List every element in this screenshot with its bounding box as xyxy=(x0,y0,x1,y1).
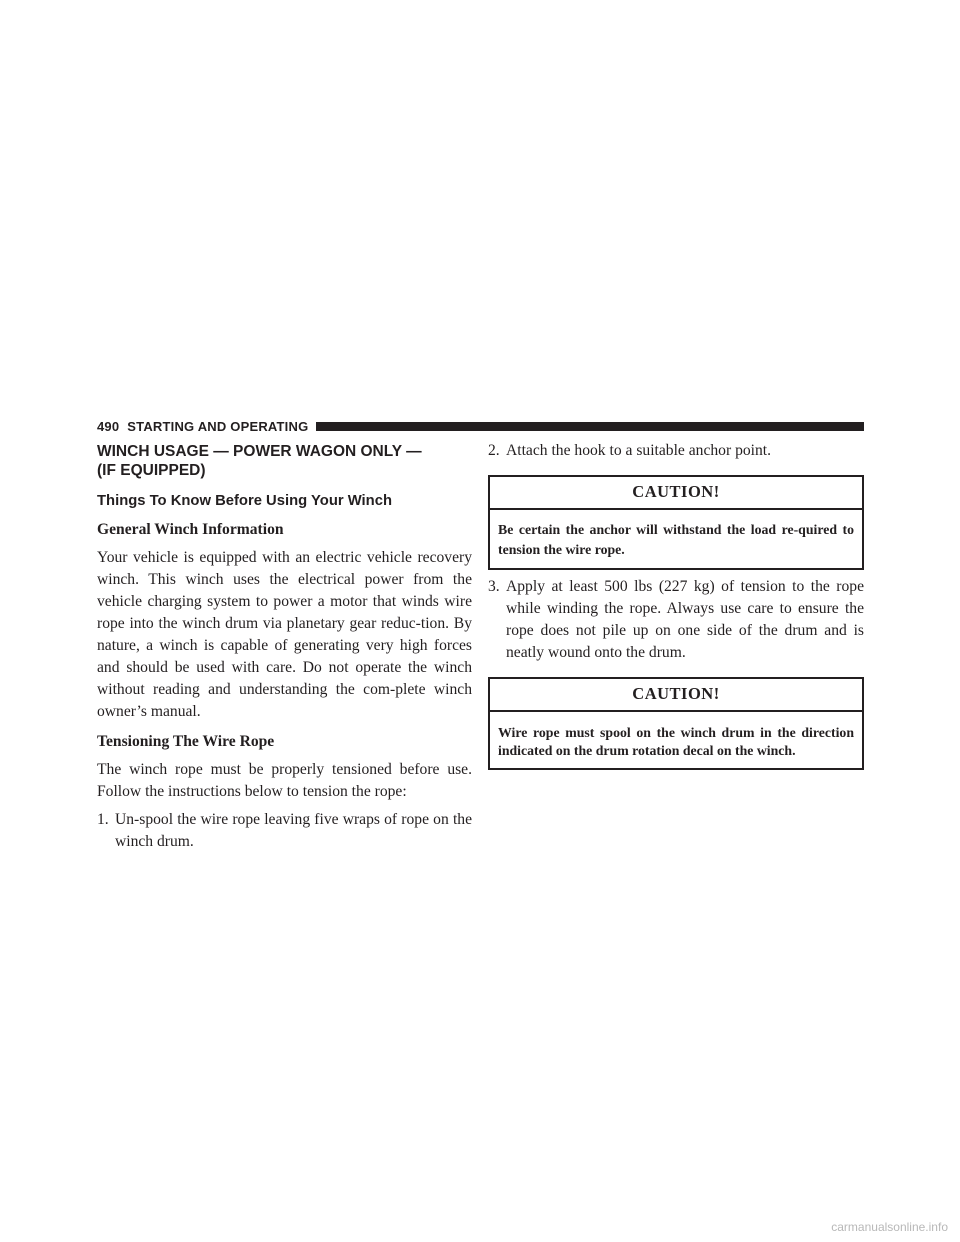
general-info-paragraph: Your vehicle is equipped with an electric vehicle recovery winch. This winch uses the electrical power from the vehicle charging system to power a motor that winds wire rope into the winch drum via planetary gear reduc-tion. By nature, a winch is capable of generating very high forces and should be used with care. Do not operate the winch without reading and understanding the com-plete winch owner’s manual. xyxy=(97,549,472,720)
step-text: Attach the hook to a suitable anchor point. xyxy=(506,442,772,459)
step-number: 2. xyxy=(488,442,500,459)
caution-text: Be certain the anchor will withstand the load re-quired to tension the wire rope. xyxy=(498,522,854,557)
list-item xyxy=(488,576,864,664)
list-item xyxy=(488,440,864,462)
step-text: Un-spool the wire rope leaving five wraps of rope on the winch drum. xyxy=(115,811,472,850)
caution-title: CAUTION! xyxy=(490,679,862,712)
step-number: 1. xyxy=(97,811,109,828)
left-column xyxy=(97,440,472,853)
step-text: Apply at least 500 lbs (227 kg) of tension to the rope while winding the rope. Always use care to ensure the rope does not pile up on one side of the drum and is neatly wound onto the drum. xyxy=(506,578,864,661)
caution-text: Wire rope must spool on the winch drum in the direction indicated on the drum rotation decal on the winch. xyxy=(498,725,854,758)
header-rule xyxy=(316,422,864,431)
page-header xyxy=(97,418,864,435)
section-title: STARTING AND OPERATING xyxy=(127,419,309,434)
chapter-title-line2: (IF EQUIPPED) xyxy=(97,462,206,479)
page-number: 490 xyxy=(97,419,120,434)
general-info-heading: General Winch Information xyxy=(97,521,284,538)
caution-box xyxy=(488,677,864,770)
subtitle: Things To Know Before Using Your Winch xyxy=(97,493,392,509)
step-number: 3. xyxy=(488,578,500,595)
caution-box xyxy=(488,475,864,570)
right-column xyxy=(488,440,864,770)
tensioning-heading: Tensioning The Wire Rope xyxy=(97,733,275,750)
tensioning-paragraph: The winch rope must be properly tensioned before use. Follow the instructions below to tension the rope: xyxy=(97,761,472,800)
chapter-title-line1: WINCH USAGE — POWER WAGON ONLY — xyxy=(97,443,422,460)
caution-title: CAUTION! xyxy=(490,477,862,510)
list-item xyxy=(97,809,472,853)
chapter-title xyxy=(97,440,472,480)
watermark: carmanualsonline.info xyxy=(831,1220,948,1234)
